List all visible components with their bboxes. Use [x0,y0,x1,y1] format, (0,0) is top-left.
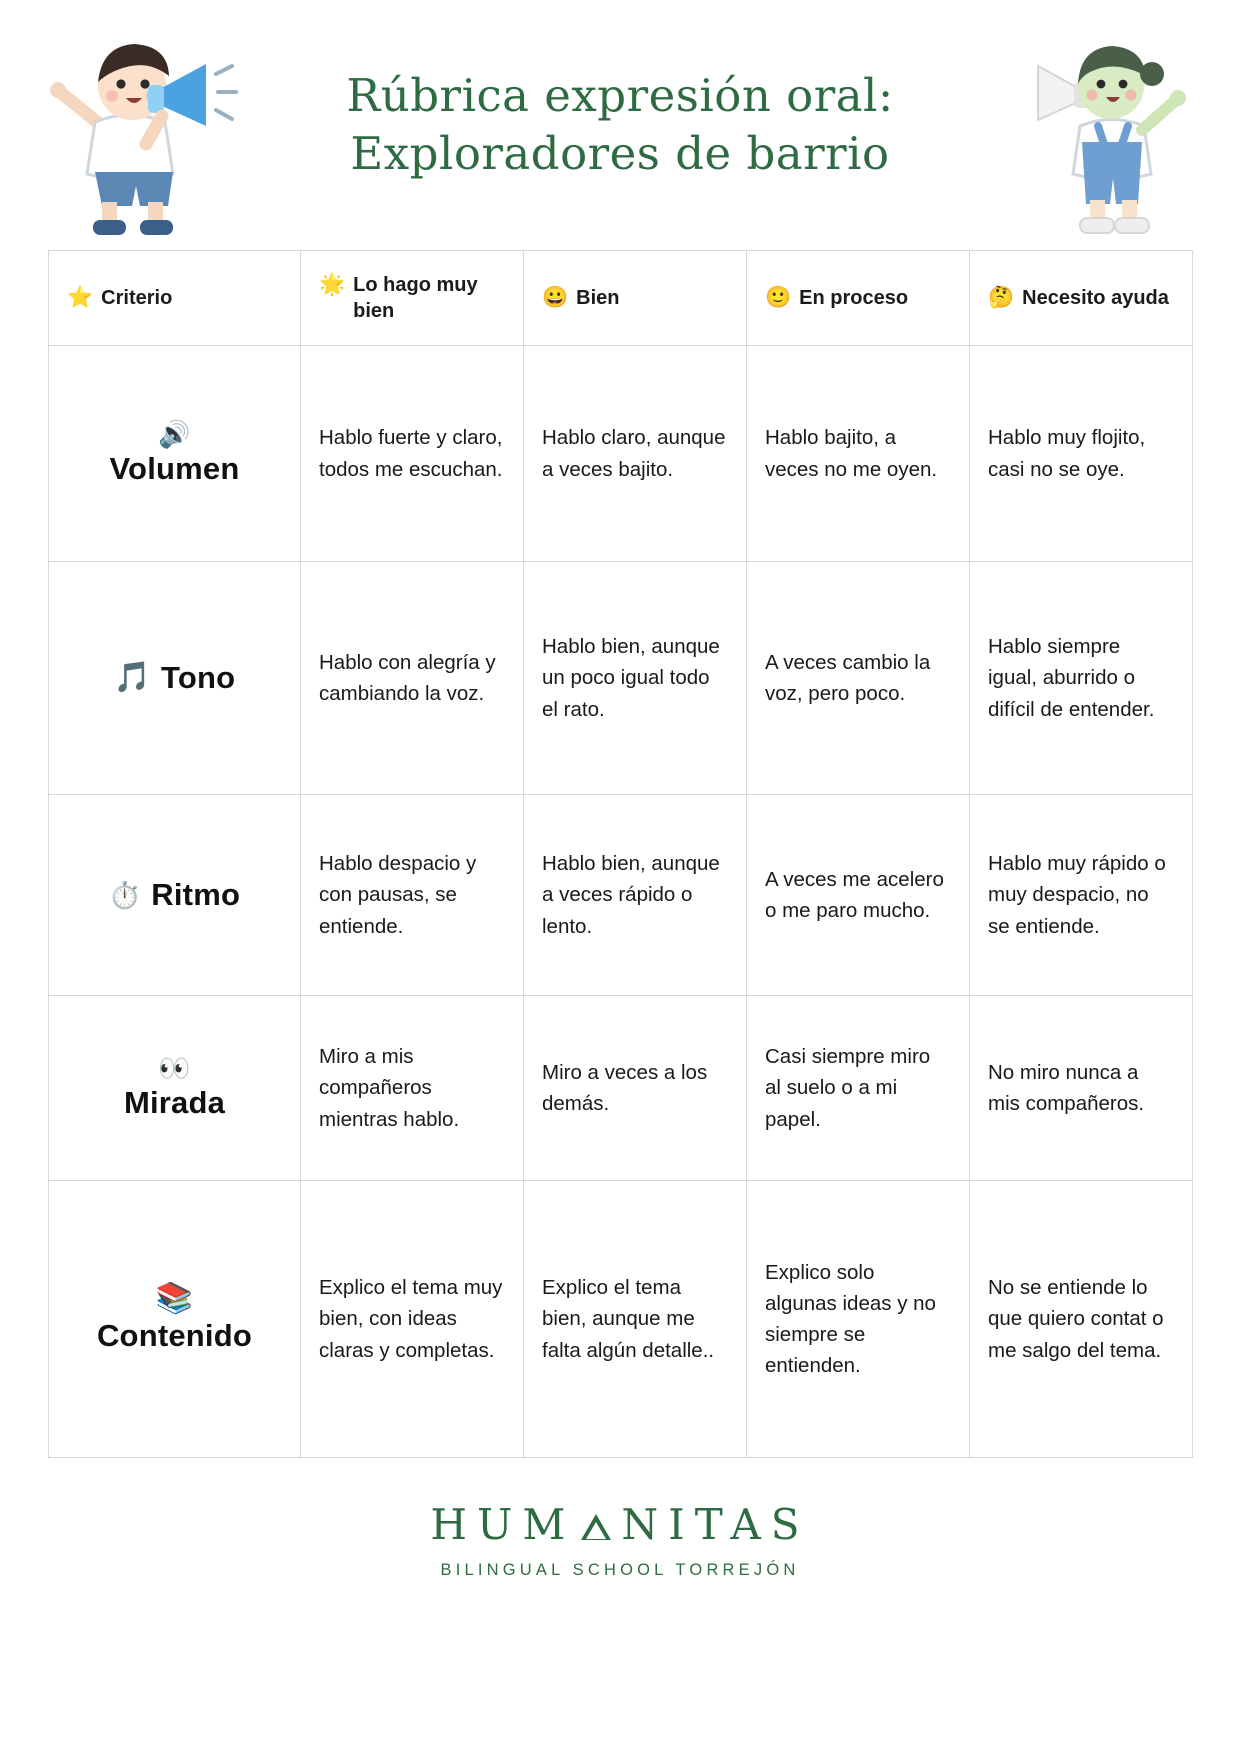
brand-text-part-2: NITAS [621,1500,810,1549]
cell-mirada-en-proceso: Casi siempre miro al suelo o a mi papel. [747,996,970,1181]
table-header [49,251,1193,346]
criterion-label: Tono [161,660,236,695]
criterion-label: Volumen [109,450,240,486]
cell-tono-en-proceso: A veces cambio la voz, pero poco. [747,562,970,795]
cell-mirada-necesito-ayuda: No miro nunca a mis compañeros. [970,996,1193,1181]
brand-text-part-1: HUM [430,1500,576,1549]
page-title-line-1: Rúbrica expresión oral: [346,69,894,123]
criterion-cell-tono [49,562,301,795]
star-icon: ⭐ [67,285,94,309]
cell-contenido-bien: Explico el tema bien, aunque me falta algún detalle.. [524,1181,747,1458]
music-note-icon: 🎵 [113,661,152,694]
page-title-line-2: Exploradores de barrio [350,127,890,180]
speaker-icon: 🔊 [158,418,191,449]
cell-volumen-lo-hago-muy-bien: Hablo fuerte y claro, todos me escuchan. [301,346,524,562]
column-header-necesito-ayuda [970,251,1193,346]
column-header-bien [524,251,747,346]
cell-tono-bien: Hablo bien, aunque un poco igual todo el rato. [524,562,747,795]
page-header [0,0,1240,250]
stopwatch-icon: ⏱️ [108,880,142,910]
rubric-table-container [48,250,1192,1458]
cell-contenido-lo-hago-muy-bien: Explico el tema muy bien, con ideas claras y completas. [301,1181,524,1458]
girl-with-megaphone-illustration [1010,30,1200,250]
table-row [49,996,1193,1181]
column-header-label: Criterio [101,286,173,309]
grinning-face-icon: 😀 [542,285,569,309]
criterion-cell-volumen [49,346,301,562]
criterion-cell-mirada [49,996,301,1181]
cell-ritmo-en-proceso: A veces me acelero o me paro mucho. [747,795,970,996]
column-header-label: Lo hago muy bien [353,274,478,322]
column-header-label: En proceso [799,286,909,309]
criterion-cell-contenido [49,1181,301,1458]
table-header-row [49,251,1193,346]
cell-contenido-necesito-ayuda: No se entiende lo que quiero contat o me salgo del tema. [970,1181,1193,1458]
cell-mirada-lo-hago-muy-bien: Miro a mis compañeros mientras hablo. [301,996,524,1181]
cell-volumen-bien: Hablo claro, aunque a veces bajito. [524,346,747,562]
column-header-label: Necesito ayuda [1022,286,1169,309]
boy-with-megaphone-illustration [40,30,250,250]
footer [0,1500,1240,1580]
criterion-label: Contenido [96,1318,253,1353]
school-logo [0,1500,1240,1549]
cell-ritmo-lo-hago-muy-bien: Hablo despacio y con pausas, se entiende. [301,795,524,996]
criterion-cell-ritmo [49,795,301,996]
school-subtitle: BILINGUAL SCHOOL TORREJÓN [440,1561,800,1579]
cell-tono-necesito-ayuda: Hablo siempre igual, aburrido o difícil de entender. [970,562,1193,795]
criterion-label: Ritmo [151,877,241,912]
triangle-icon [581,1514,611,1540]
column-header-lo-hago-muy-bien [301,251,524,346]
table-body [49,346,1193,1458]
rubric-table [48,250,1193,1458]
eyes-icon: 👀 [158,1053,191,1083]
thinking-face-icon: 🤔 [988,285,1015,309]
table-row [49,1181,1193,1458]
page-title [346,67,893,182]
table-row [49,346,1193,562]
books-icon: 📚 [155,1282,194,1315]
criterion-label: Mirada [123,1085,226,1120]
cell-mirada-bien: Miro a veces a los demás. [524,996,747,1181]
cell-tono-lo-hago-muy-bien: Hablo con alegría y cambiando la voz. [301,562,524,795]
cell-ritmo-bien: Hablo bien, aunque a veces rápido o lento. [524,795,747,996]
column-header-en-proceso [747,251,970,346]
table-row [49,795,1193,996]
glowing-star-icon: 🌟 [319,273,346,296]
cell-volumen-necesito-ayuda: Hablo muy flojito, casi no se oye. [970,346,1193,562]
column-header-label: Bien [576,286,620,309]
slightly-smiling-face-icon: 🙂 [765,285,792,309]
cell-contenido-en-proceso: Explico solo algunas ideas y no siempre se entienden. [747,1181,970,1458]
cell-ritmo-necesito-ayuda: Hablo muy rápido o muy despacio, no se entiende. [970,795,1193,996]
column-header-criterio [49,251,301,346]
cell-volumen-en-proceso: Hablo bajito, a veces no me oyen. [747,346,970,562]
table-row [49,562,1193,795]
